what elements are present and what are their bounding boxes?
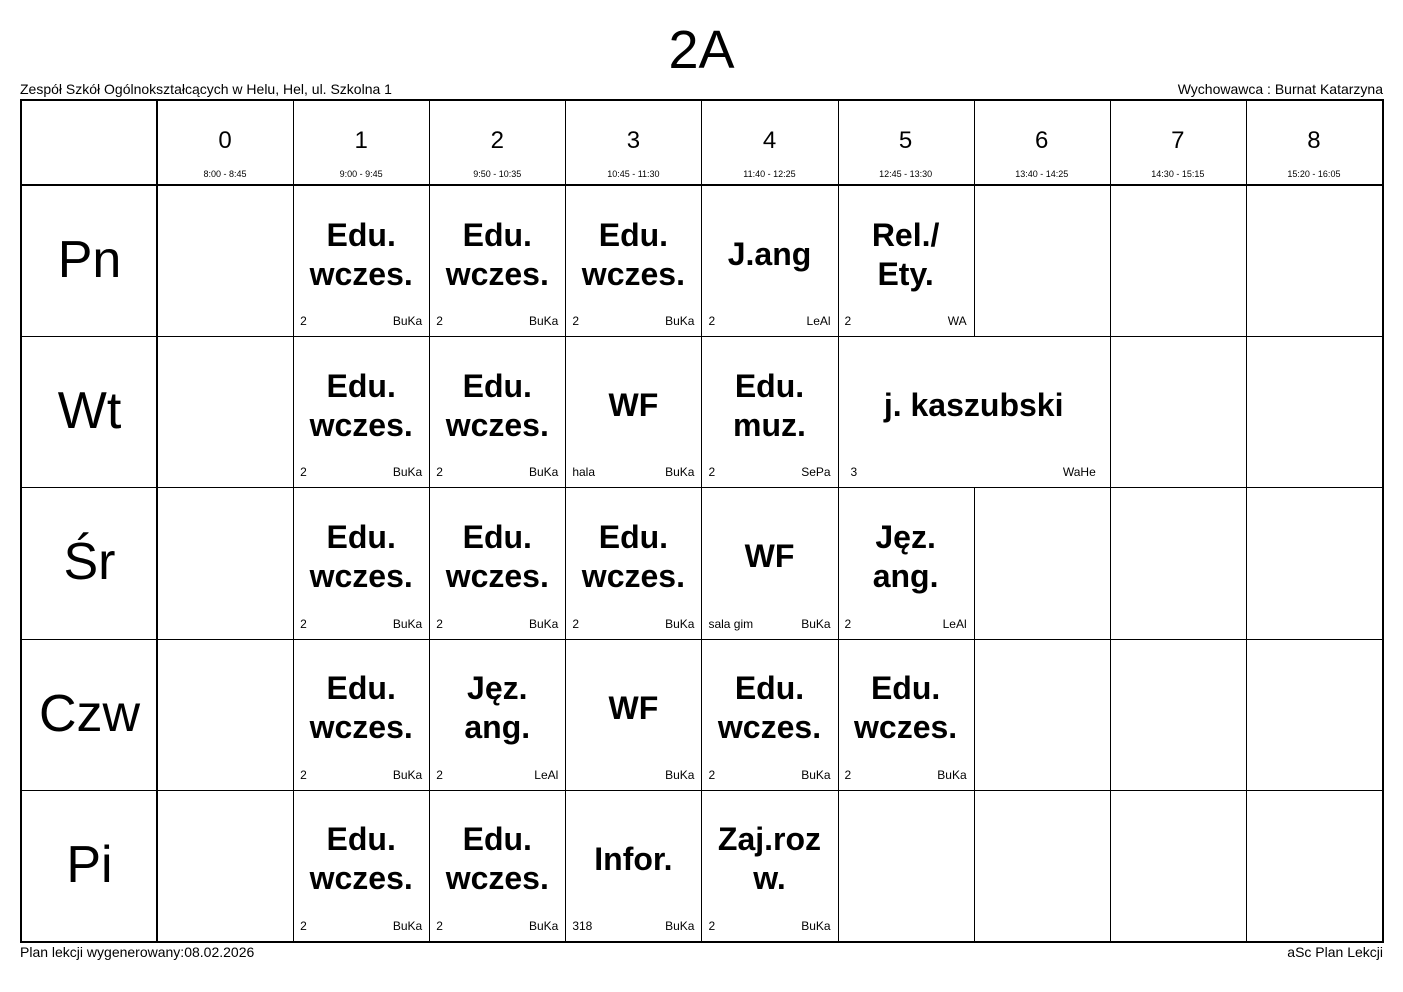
teacher-code: BuKa <box>665 314 695 329</box>
period-number: 6 <box>1035 127 1049 154</box>
period-time: 8:00 - 8:45 <box>203 169 247 179</box>
room-number: hala <box>572 465 596 480</box>
column-divider <box>974 790 975 941</box>
teacher-code: BuKa <box>801 767 831 782</box>
room-number: 2 <box>572 314 580 329</box>
subject-name: Edu. wczes. <box>309 216 413 292</box>
teacher-code: BuKa <box>665 616 695 631</box>
subject-name: Rel./ Ety. <box>871 216 940 292</box>
subject-name: Edu. wczes. <box>445 367 549 443</box>
room-number: 2 <box>436 616 443 631</box>
column-divider <box>1246 487 1247 638</box>
subject-name: Jęz. ang. <box>872 518 939 594</box>
subject-name: Edu. wczes. <box>717 670 822 746</box>
teacher-code: BuKa <box>665 767 695 782</box>
teacher-code: BuKa <box>528 314 559 329</box>
lesson-cell[interactable] <box>565 185 701 336</box>
period-time: 9:00 - 9:45 <box>339 169 383 179</box>
period-number: 3 <box>626 127 641 154</box>
period-header <box>157 101 293 185</box>
period-number: 2 <box>490 127 504 154</box>
lesson-cell[interactable] <box>293 790 429 941</box>
subject-name: Edu. wczes. <box>581 518 685 594</box>
period-header <box>1246 101 1382 185</box>
subject-name: Zaj.roz w. <box>717 821 822 897</box>
room-number: 2 <box>436 314 443 329</box>
room-number: 318 <box>572 918 593 933</box>
teacher-code: BuKa <box>801 918 831 933</box>
teacher-code: BuKa <box>801 616 831 631</box>
lesson-cell[interactable] <box>429 790 565 941</box>
column-divider <box>1246 336 1247 487</box>
day-label: Wt <box>57 382 122 441</box>
lesson-cell[interactable] <box>701 790 837 941</box>
period-header <box>565 101 701 185</box>
room-number: 3 <box>850 465 858 480</box>
room-number: 2 <box>436 918 443 933</box>
teacher-code: WA <box>947 314 967 329</box>
teacher-code: BuKa <box>392 767 423 782</box>
subject-name: Edu. wczes. <box>309 518 413 594</box>
subject-name: WF <box>608 689 659 726</box>
period-time: 9:50 - 10:35 <box>473 169 522 179</box>
column-divider <box>1246 790 1247 941</box>
teacher-code: BuKa <box>665 918 695 933</box>
lesson-cell[interactable] <box>293 336 429 487</box>
day-label: Pi <box>66 835 113 894</box>
teacher-code: BuKa <box>392 918 423 933</box>
teacher-code: WaHe <box>1062 465 1096 480</box>
teacher-code: BuKa <box>392 465 423 480</box>
column-divider <box>1246 185 1247 336</box>
lesson-cell[interactable] <box>701 487 837 638</box>
subject-name: WF <box>744 538 795 575</box>
period-number: 4 <box>762 127 777 154</box>
period-time: 14:30 - 15:15 <box>1151 169 1205 179</box>
subject-name: Edu. wczes. <box>445 821 549 897</box>
subject-name: Edu. wczes. <box>445 216 549 292</box>
lesson-cell[interactable] <box>429 487 565 638</box>
room-number: 2 <box>844 314 852 329</box>
room-number: 2 <box>300 767 307 782</box>
subject-name: j. kaszubski <box>883 387 1064 424</box>
room-number: 2 <box>300 918 307 933</box>
teacher-code: BuKa <box>392 616 423 631</box>
room-number: 2 <box>300 314 307 329</box>
subject-name: Edu. wczes. <box>309 367 413 443</box>
school-name: Zespół Szkół Ogólnokształcących w Helu, Hel, ul. Szkolna 1 <box>20 81 392 97</box>
room-number: 2 <box>708 767 716 782</box>
subject-name: Edu. wczes. <box>309 670 413 746</box>
room-number: 2 <box>844 616 852 631</box>
lesson-cell[interactable] <box>838 336 1110 487</box>
room-number: 2 <box>708 918 716 933</box>
teacher-code: LeAl <box>942 616 967 631</box>
lesson-cell[interactable] <box>565 790 701 941</box>
column-divider <box>1246 639 1247 790</box>
teacher-code: BuKa <box>528 465 559 480</box>
teacher-code: SePa <box>801 465 831 480</box>
room-number: 2 <box>436 465 443 480</box>
lesson-cell[interactable] <box>429 336 565 487</box>
room-number: sala gim <box>708 616 754 631</box>
subject-name: Edu. wczes. <box>445 518 549 594</box>
subject-name: Edu. wczes. <box>854 670 958 746</box>
period-header <box>974 101 1110 185</box>
subject-name: Edu. wczes. <box>309 821 413 897</box>
lesson-cell[interactable] <box>701 336 837 487</box>
room-number: 2 <box>572 616 580 631</box>
period-header <box>838 101 974 185</box>
lesson-cell[interactable] <box>293 185 429 336</box>
column-divider <box>1110 487 1111 638</box>
period-time: 12:45 - 13:30 <box>879 169 933 179</box>
lesson-cell[interactable] <box>293 487 429 638</box>
lesson-cell[interactable] <box>701 185 837 336</box>
subject-name: J.ang <box>727 236 812 273</box>
subject-name: Infor. <box>594 840 673 877</box>
lesson-cell[interactable] <box>565 639 701 790</box>
column-divider <box>1110 185 1111 336</box>
room-number: 2 <box>844 767 852 782</box>
period-number: 7 <box>1171 127 1185 154</box>
teacher-code: BuKa <box>937 767 967 782</box>
subject-name: Edu. muz. <box>733 367 806 443</box>
day-label: Śr <box>63 533 116 592</box>
lesson-cell[interactable] <box>565 487 701 638</box>
lesson-cell[interactable] <box>838 487 974 638</box>
period-number: 1 <box>354 127 368 154</box>
lesson-cell[interactable] <box>838 639 974 790</box>
teacher-code: BuKa <box>665 465 695 480</box>
period-header <box>429 101 565 185</box>
class-title: 2A <box>668 20 735 80</box>
lesson-cell[interactable] <box>293 639 429 790</box>
column-divider <box>838 790 839 941</box>
lesson-cell[interactable] <box>429 639 565 790</box>
period-number: 5 <box>898 127 913 154</box>
column-divider <box>974 185 975 336</box>
subject-name: WF <box>608 387 659 424</box>
room-number: 2 <box>300 465 307 480</box>
lesson-cell[interactable] <box>701 639 837 790</box>
room-number: 2 <box>708 314 716 329</box>
column-divider <box>974 487 975 638</box>
period-number: 8 <box>1307 127 1321 154</box>
period-header <box>1110 101 1246 185</box>
app-name: aSc Plan Lekcji <box>1287 944 1383 960</box>
room-number: 2 <box>436 767 443 782</box>
day-label: Pn <box>57 231 122 289</box>
column-divider <box>1110 639 1111 790</box>
day-label: Czw <box>38 684 141 743</box>
period-number: 0 <box>218 127 232 154</box>
lesson-cell[interactable] <box>838 185 974 336</box>
teacher-code: BuKa <box>528 616 559 631</box>
class-tutor: Wychowawca : Burnat Katarzyna <box>1177 81 1383 97</box>
teacher-code: BuKa <box>528 918 559 933</box>
lesson-cell[interactable] <box>565 336 701 487</box>
subject-name: Jęz. ang. <box>464 670 531 746</box>
room-number: 2 <box>708 465 716 480</box>
column-divider <box>1110 790 1111 941</box>
column-divider <box>974 639 975 790</box>
period-time: 10:45 - 11:30 <box>607 169 660 179</box>
teacher-code: LeAl <box>534 767 559 782</box>
period-time: 11:40 - 12:25 <box>743 169 796 179</box>
timetable-grid <box>20 99 1384 943</box>
teacher-code: BuKa <box>392 314 423 329</box>
period-time: 15:20 - 16:05 <box>1287 169 1341 179</box>
column-divider <box>1110 336 1111 487</box>
period-header <box>293 101 429 185</box>
period-header <box>701 101 837 185</box>
teacher-code: LeAl <box>806 314 831 329</box>
room-number: 2 <box>300 616 307 631</box>
subject-name: Edu. wczes. <box>581 216 685 292</box>
lesson-cell[interactable] <box>429 185 565 336</box>
generated-date: Plan lekcji wygenerowany:08.02.2026 <box>20 944 255 960</box>
period-time: 13:40 - 14:25 <box>1015 169 1069 179</box>
